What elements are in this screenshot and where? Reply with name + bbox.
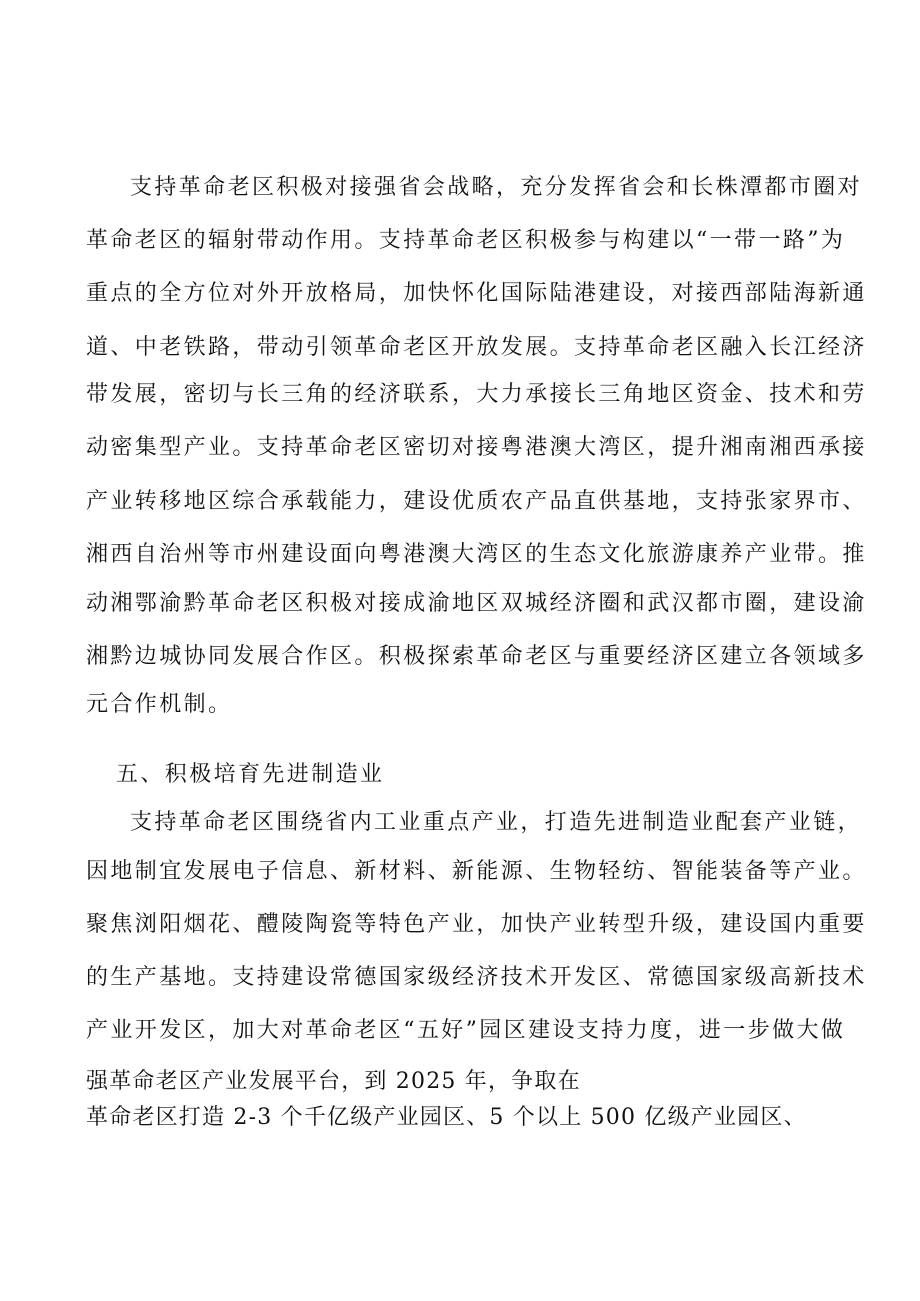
paragraph-2-line-2: 因地制宜发展电子信息、新材料、新能源、生物轻纺、智能装备等产业。 <box>86 859 867 884</box>
paragraph-1-line-5: 带发展，密切与长三角的经济联系，大力承接长三角地区资金、技术和劳 <box>86 382 867 407</box>
paragraph-1-line-10: 湘黔边城协同发展合作区。积极探索革命老区与重要经济区建立各领域多 <box>86 644 867 669</box>
paragraph-1-line-6: 动密集型产业。支持革命老区密切对接粤港澳大湾区，提升湘南湘西承接 <box>86 435 867 460</box>
section-heading: 五、积极培育先进制造业 <box>116 762 385 787</box>
paragraph-1-line-4: 道、中老铁路，带动引领革命老区开放发展。支持革命老区融入长江经济 <box>86 335 867 360</box>
paragraph-2-line-3: 聚焦浏阳烟花、醴陵陶瓷等特色产业，加快产业转型升级，建设国内重要 <box>86 912 867 937</box>
paragraph-2-line-1: 支持革命老区围绕省内工业重点产业，打造先进制造业配套产业链， <box>130 810 863 835</box>
paragraph-1-line-1: 支持革命老区积极对接强省会战略，充分发挥省会和长株潭都市圈对 <box>130 175 863 200</box>
paragraph-1-line-8: 湘西自治州等市州建设面向粤港澳大湾区的生态文化旅游康养产业带。推 <box>86 542 867 567</box>
paragraph-2-line-4: 的生产基地。支持建设常德国家级经济技术开发区、常德国家级高新技术 <box>86 965 867 990</box>
paragraph-2-line-6: 强革命老区产业发展平台，到 2025 年，争取在 <box>86 1069 581 1094</box>
paragraph-2-line-7: 革命老区打造 2-3 个千亿级产业园区、5 个以上 500 亿级产业园区、 <box>86 1105 807 1130</box>
paragraph-2-line-5: 产业开发区，加大对革命老区“五好”园区建设支持力度，进一步做大做 <box>86 1018 846 1043</box>
paragraph-1-line-2: 革命老区的辐射带动作用。支持革命老区积极参与构建以“一带一路”为 <box>86 228 846 253</box>
paragraph-1-line-3: 重点的全方位对外开放格局，加快怀化国际陆港建设，对接西部陆海新通 <box>86 281 867 306</box>
paragraph-1-line-11: 元合作机制。 <box>86 692 233 717</box>
paragraph-1-line-7: 产业转移地区综合承载能力，建设优质农产品直供基地，支持张家界市、 <box>86 489 867 514</box>
paragraph-1-line-9: 动湘鄂渝黔革命老区积极对接成渝地区双城经济圈和武汉都市圈，建设渝 <box>86 591 867 616</box>
